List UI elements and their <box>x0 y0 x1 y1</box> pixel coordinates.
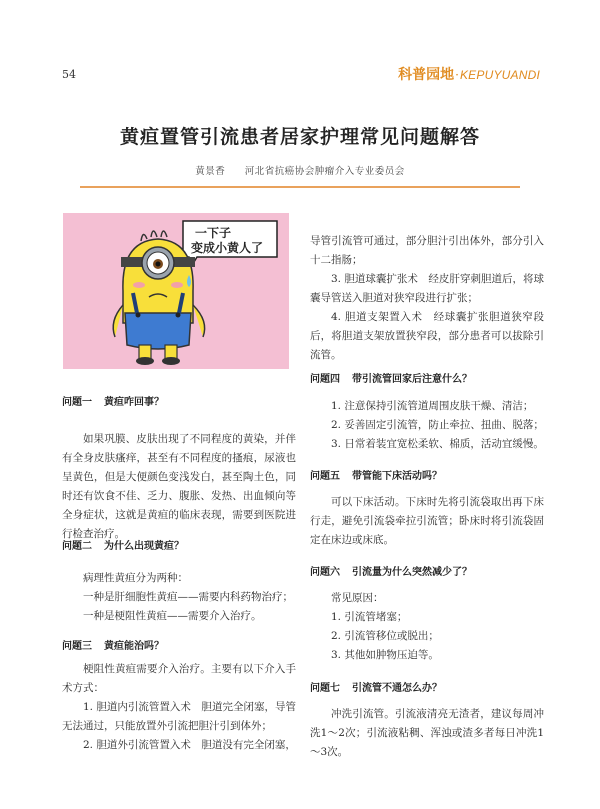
question-5-block <box>310 467 544 486</box>
question-6-line: 2. 引流管移位或脱出； <box>331 630 439 642</box>
question-4-line: 2. 妥善固定引流管，防止牵拉、扭曲、脱落； <box>331 419 544 431</box>
speech-bubble <box>183 221 277 267</box>
question-2-answer-block <box>62 569 296 626</box>
question-2-number: 问题二 <box>62 541 92 552</box>
question-4-line: 3. 日常着装宜宽松柔软、棉质，活动宜缓慢。 <box>331 438 544 450</box>
question-4-line: 1. 注意保持引流管道周围皮肤干燥、清洁； <box>331 400 534 412</box>
bubble-text-line1: 一下子 <box>195 226 232 240</box>
question-3-block <box>62 637 296 656</box>
question-5-heading <box>310 467 544 486</box>
question-2-heading <box>62 537 296 556</box>
question-2-text: 为什么出现黄疸？ <box>104 541 184 552</box>
question-7-heading <box>310 679 544 698</box>
question-3-text: 黄疸能治吗？ <box>104 641 164 652</box>
question-1-number: 问题一 <box>62 397 92 408</box>
question-3-heading <box>62 637 296 656</box>
question-1-heading <box>62 393 296 412</box>
author-name: 黄景香 <box>195 166 226 177</box>
question-7-number: 问题七 <box>310 683 340 694</box>
question-6-line: 常见原因： <box>331 592 384 604</box>
question-4-answer-block <box>310 397 544 454</box>
question-2-line: 一种是梗阻性黄疸——需要介入治疗。 <box>83 610 262 622</box>
left-column <box>62 393 296 412</box>
question-1-text: 黄疸咋回事？ <box>104 397 164 408</box>
question-6-line: 3. 其他如肿物压迫等。 <box>331 649 439 661</box>
byline <box>0 163 600 177</box>
question-6-line: 1. 引流管堵塞； <box>331 611 408 623</box>
question-1-answer: 如果巩膜、皮肤出现了不同程度的黄染，并伴有全身皮肤瘙痒，甚至有不同程度的搔痕，尿液也呈黄色，但是大便颜色变浅发白，甚至陶土色，同时还有饮食不佳、乏力、腹胀、发热、出血倾向等全身症状，这就是黄疸的临床表现，需要到医院进行检查治疗。 <box>62 433 296 540</box>
brand-chinese: 科普园地 <box>398 67 455 83</box>
title-rule <box>80 186 520 188</box>
question-2-line: 一种是肝细胞性黄疸——需要内科药物治疗； <box>83 591 293 603</box>
brand-dot: · <box>455 68 459 82</box>
question-4-block <box>310 370 544 389</box>
question-7-block <box>310 679 544 698</box>
question-3-item: 4. 胆道支架置入术 经球囊扩张胆道狭窄段后，将胆道支架放置狭窄段，部分患者可以拔除引流管。 <box>310 311 544 361</box>
question-3-intro: 梗阻性黄疸需要介入治疗。主要有以下介入手术方式： <box>62 663 296 694</box>
question-3-item: 1. 胆道内引流管置入术 胆道完全闭塞，导管无法通过，只能放置外引流把胆汁引到体外； <box>62 701 296 732</box>
question-3-answer-block <box>62 660 296 755</box>
question-6-answer-block <box>310 589 544 665</box>
question-7-answer-block <box>310 705 544 762</box>
question-2-block <box>62 537 296 556</box>
question-4-heading <box>310 370 544 389</box>
question-3-item: 3. 胆道球囊扩张术 经皮肝穿刺胆道后，将球囊导管送入胆道对狭窄段进行扩张； <box>310 273 544 304</box>
section-brand <box>398 64 540 84</box>
question-2-line: 病理性黄疸分为两种： <box>83 572 188 584</box>
question-5-number: 问题五 <box>310 471 340 482</box>
minion-illustration <box>63 213 289 369</box>
question-3-continuation: 导管引流管可通过，部分胆汁引出体外，部分引入十二指肠； <box>310 235 544 266</box>
question-6-number: 问题六 <box>310 567 340 578</box>
question-5-answer: 可以下床活动。下床时先将引流袋取出再下床行走，避免引流袋牵拉引流管；卧床时将引流袋固定在床边或床底。 <box>310 496 544 546</box>
question-6-block <box>310 563 544 582</box>
author-affiliation: 河北省抗癌协会肿瘤介入专业委员会 <box>244 166 405 177</box>
bubble-text-line2: 变成小黄人了 <box>191 241 264 255</box>
page-number: 54 <box>62 68 76 81</box>
question-6-text: 引流量为什么突然减少了？ <box>352 567 472 578</box>
question-4-number: 问题四 <box>310 374 340 385</box>
article-title: 黄疸置管引流患者居家护理常见问题解答 <box>119 126 480 148</box>
question-6-heading <box>310 563 544 582</box>
brand-english: KEPUYUANDI <box>459 68 540 82</box>
minion-drawing <box>63 213 289 369</box>
question-7-text: 引流管不通怎么办？ <box>352 683 442 694</box>
question-4-text: 带引流管回家后注意什么？ <box>352 374 472 385</box>
question-5-answer-block <box>310 493 544 550</box>
question-7-answer: 冲洗引流管。引流液清亮无渣者，建议每周冲洗1～2次；引流液粘稠、浑浊或渣多者每日冲洗1～3次。 <box>310 708 544 758</box>
question-3-item: 2. 胆道外引流管置入术 胆道没有完全闭塞， <box>83 739 296 751</box>
question-5-text: 带管能下床活动吗？ <box>352 471 442 482</box>
question-1-answer-block <box>62 430 296 544</box>
question-3-number: 问题三 <box>62 641 92 652</box>
right-column-continuation <box>310 232 544 365</box>
